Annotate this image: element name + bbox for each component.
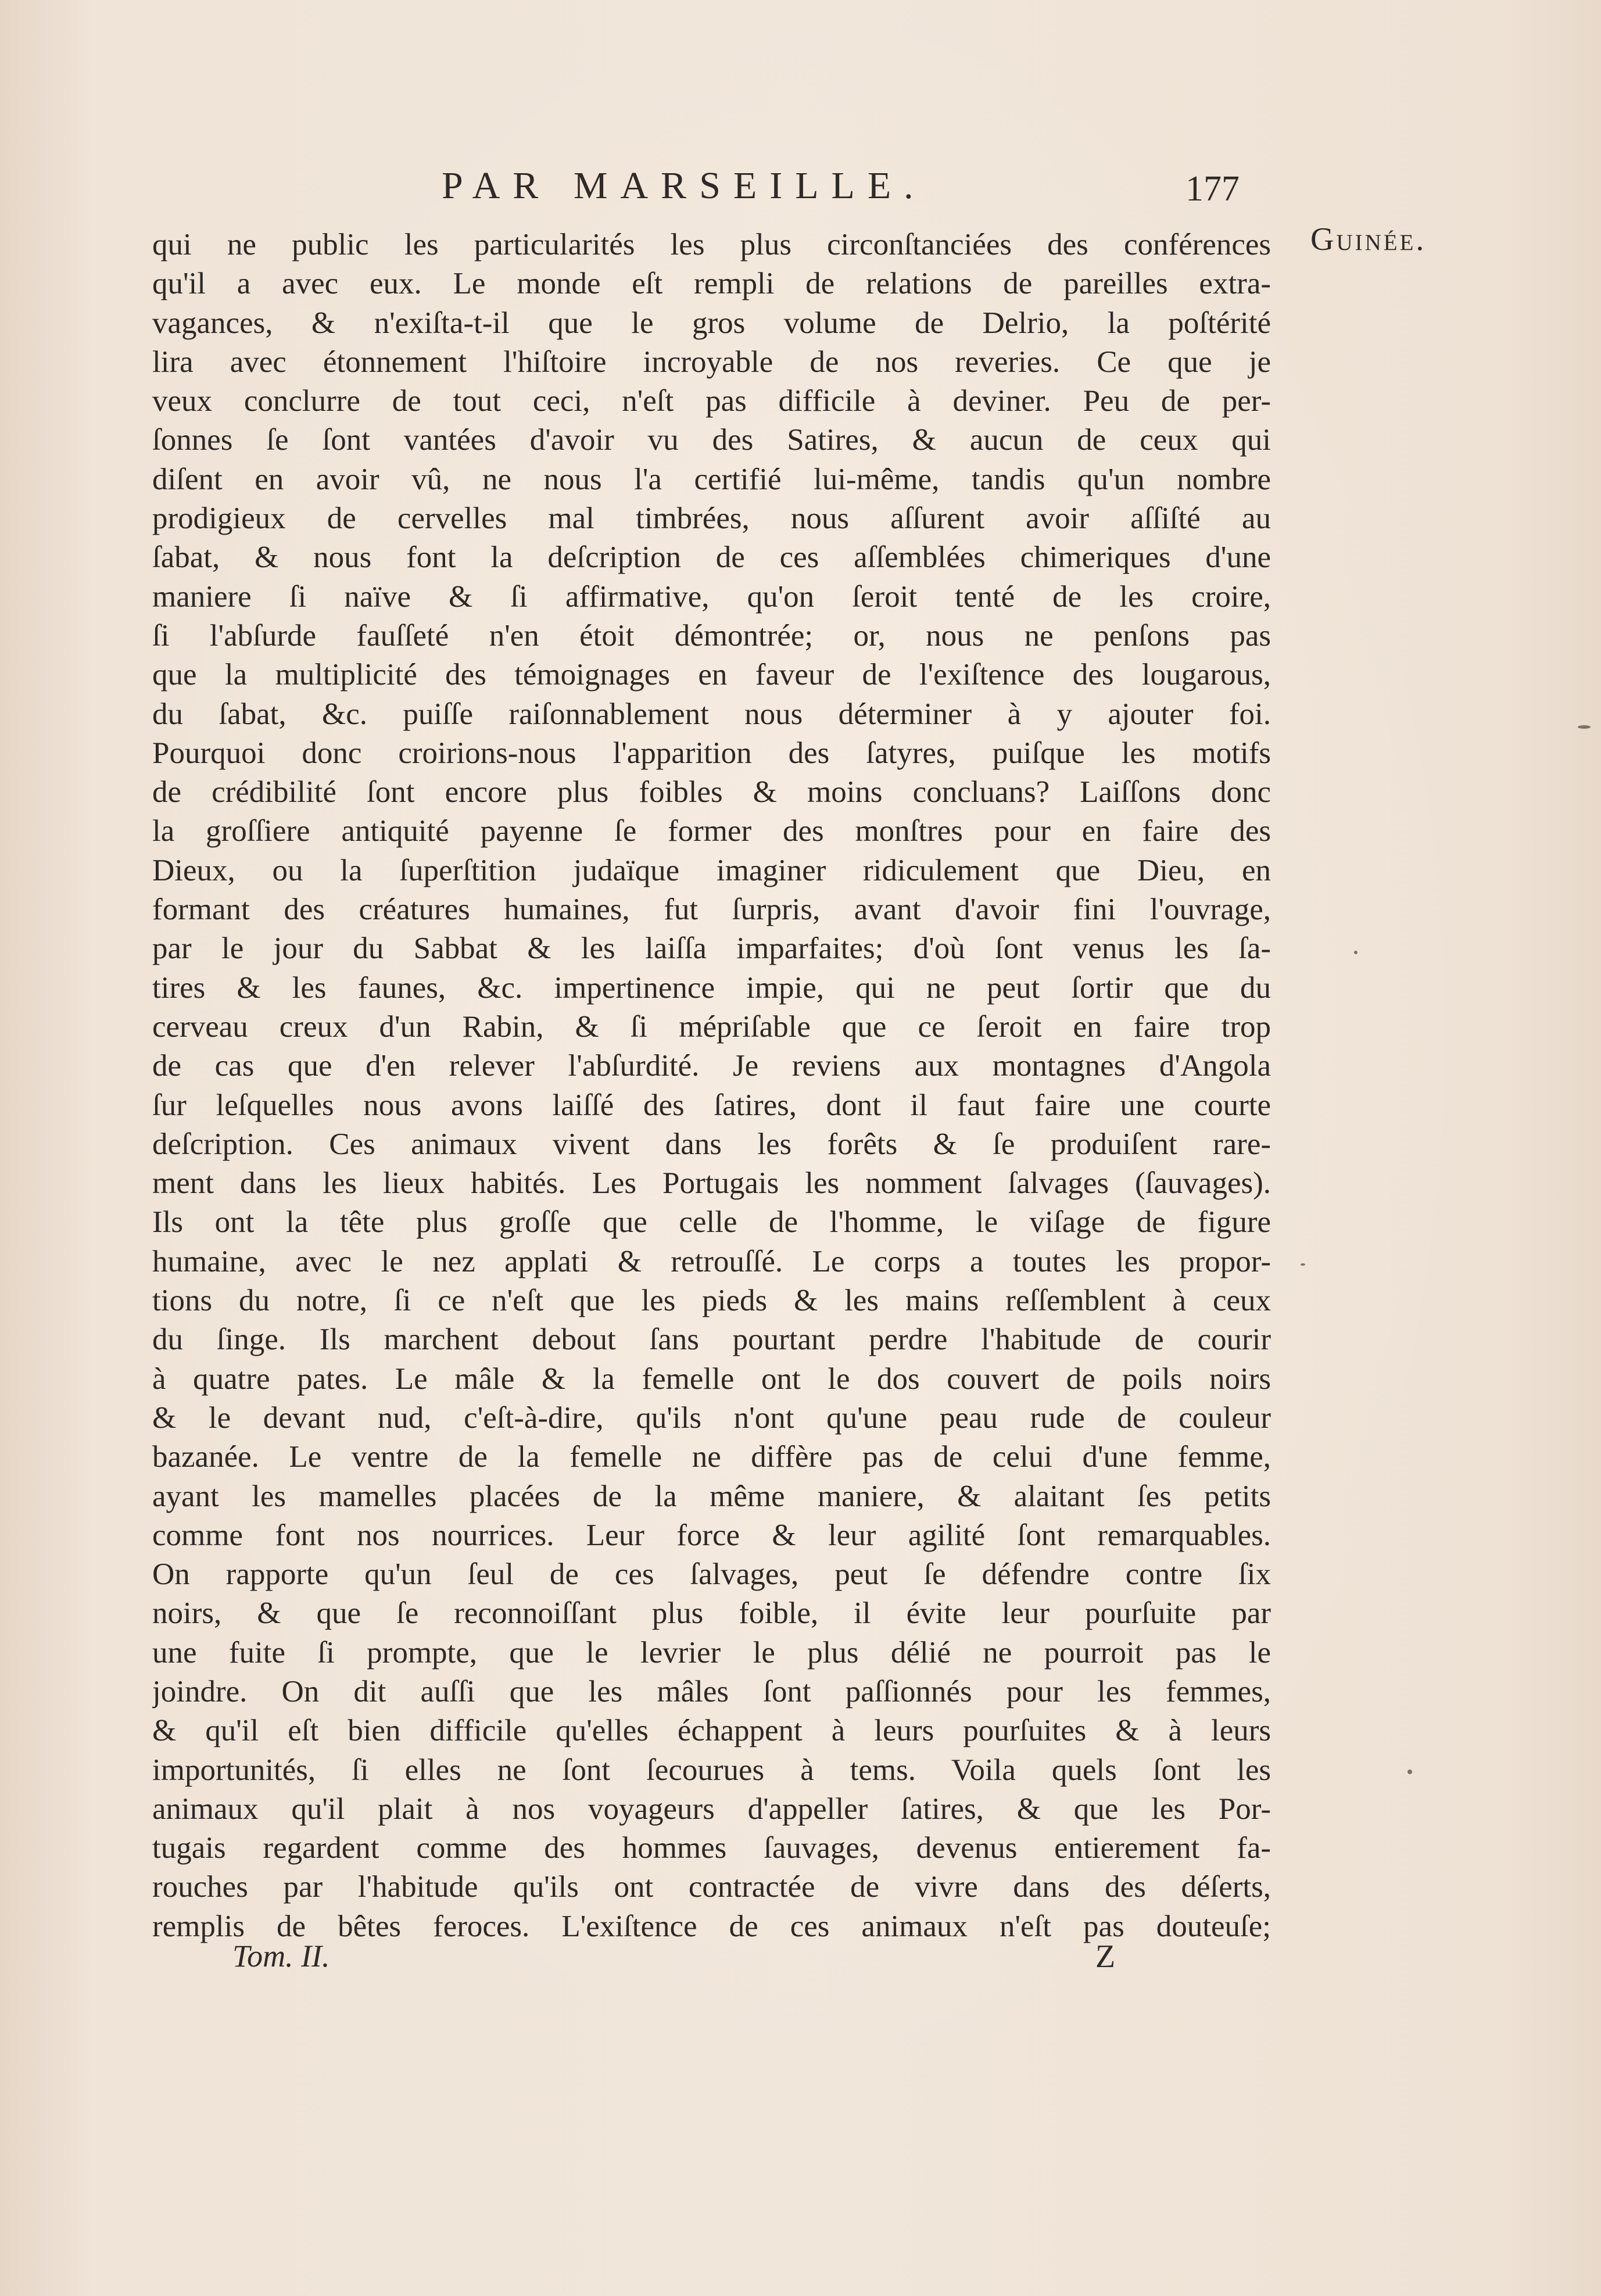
text-line: diſent en avoir vû, ne nous l'a certifié lui-même, tandis qu'un nombre <box>152 462 1271 496</box>
text-line: une fuite ſi prompte, que le levrier le plus délié ne pourroit pas le <box>152 1635 1271 1670</box>
text-line: Ils ont la tête plus groſſe que celle de l'homme, le viſage de figure <box>152 1205 1271 1240</box>
text-line: & qu'il eſt bien difficile qu'elles échappent à leurs pourſuites & à leurs <box>152 1714 1271 1748</box>
text-line: tions du notre, ſi ce n'eſt que les pieds & les mains reſſemblent à ceux <box>152 1284 1271 1318</box>
text-line: veux conclurre de tout ceci, n'eſt pas difficile à deviner. Peu de per- <box>152 384 1271 418</box>
text-line: rouches par l'habitude qu'ils ont contractée de vivre dans des déſerts, <box>152 1870 1271 1904</box>
text-line: prodigieux de cervelles mal timbrées, nous aſſurent avoir aſſiſté au <box>152 502 1271 536</box>
paper-speck <box>1578 725 1591 729</box>
text-line: Pourquoi donc croirions-nous l'apparition des ſatyres, puiſque les motifs <box>152 736 1271 770</box>
text-line: Dieux, ou la ſuperſtition judaïque imaginer ridiculement que Dieu, en <box>152 853 1271 887</box>
text-line: joindre. On dit auſſi que les mâles ſont paſſionnés pour les femmes, <box>152 1674 1271 1708</box>
volume-marker: Tom. II. <box>232 1939 330 1973</box>
text-line: maniere ſi naïve & ſi affirmative, qu'on ſeroit tenté de les croire, <box>152 579 1271 614</box>
text-line: ayant les mamelles placées de la même maniere, & alaitant ſes petits <box>152 1479 1271 1513</box>
text-line: qui ne public les particularités les plus circonſtanciées des conférences <box>152 228 1271 262</box>
text-line: lira avec étonnement l'hiſtoire incroyable de nos reveries. Ce que je <box>152 345 1271 379</box>
text-line: ment dans les lieux habités. Les Portugais les nomment ſalvages (ſauvages). <box>152 1166 1271 1201</box>
text-line: noirs, & que ſe reconnoiſſant plus foible, il évite leur pourſuite par <box>152 1596 1271 1631</box>
text-line: que la multiplicité des témoignages en faveur de l'exiſtence des lougarous, <box>152 658 1271 692</box>
text-line: du ſabat, &c. puiſſe raiſonnablement nous déterminer à y ajouter foi. <box>152 697 1271 731</box>
text-line: ſur leſquelles nous avons laiſſé des ſatires, dont il faut faire une courte <box>152 1088 1271 1122</box>
text-line: & le devant nud, c'eſt-à-dire, qu'ils n'ont qu'une peau rude de couleur <box>152 1400 1271 1435</box>
text-line: du ſinge. Ils marchent debout ſans pourtant perdre l'habitude de courir <box>152 1323 1271 1357</box>
page-number: 177 <box>1185 169 1240 209</box>
text-line: ſabat, & nous font la deſcription de ces aſſemblées chimeriques d'une <box>152 540 1271 575</box>
text-line: deſcription. Ces animaux vivent dans les forêts & ſe produiſent rare- <box>152 1127 1271 1161</box>
text-line: animaux qu'il plait à nos voyageurs d'appeller ſatires, & que les Por- <box>152 1792 1271 1826</box>
body-text <box>152 225 1271 1985</box>
paper-speck <box>1354 951 1358 954</box>
text-line: à quatre pates. Le mâle & la femelle ont le dos couvert de poils noirs <box>152 1362 1271 1396</box>
text-line: comme font nos nourrices. Leur force & leur agilité ſont remarquables. <box>152 1518 1271 1552</box>
paper-speck <box>1407 1770 1412 1774</box>
text-line: ſonnes ſe ſont vantées d'avoir vu des Satires, & aucun de ceux qui <box>152 423 1271 457</box>
text-line: ſi l'abſurde fauſſeté n'en étoit démontrée; or, nous ne penſons pas <box>152 618 1271 653</box>
text-line: tires & les faunes, &c. impertinence impie, qui ne peut ſortir que du <box>152 970 1271 1005</box>
margin-note: Guinée. <box>1310 221 1427 257</box>
text-line: de crédibilité ſont encore plus foibles & moins concluans? Laiſſons donc <box>152 775 1271 809</box>
text-line: importunités, ſi elles ne ſont ſecourues à tems. Voila quels ſont les <box>152 1753 1271 1787</box>
text-line: de cas que d'en relever l'abſurdité. Je reviens aux montagnes d'Angola <box>152 1049 1271 1083</box>
paper-speck <box>1301 1263 1305 1266</box>
text-line: tugais regardent comme des hommes ſauvages, devenus entierement fa- <box>152 1831 1271 1865</box>
text-line: cerveau creux d'un Rabin, & ſi mépriſable que ce ſeroit en faire trop <box>152 1009 1271 1044</box>
running-title: PAR MARSEILLE. <box>442 164 926 207</box>
text-line: par le jour du Sabbat & les laiſſa imparfaites; d'où ſont venus les ſa- <box>152 932 1271 966</box>
text-line: humaine, avec le nez applati & retrouſſé. Le corps a toutes les propor- <box>152 1244 1271 1278</box>
text-line: la groſſiere antiquité payenne ſe former des monſtres pour en faire des <box>152 814 1271 848</box>
text-line: vagances, & n'exiſta-t-il que le gros volume de Delrio, la poſtérité <box>152 306 1271 340</box>
text-line: remplis de bêtes feroces. L'exiſtence de ces animaux n'eſt pas douteuſe; <box>152 1909 1271 1943</box>
text-line: bazanée. Le ventre de la femelle ne diffère pas de celui d'une femme, <box>152 1440 1271 1474</box>
text-line: On rapporte qu'un ſeul de ces ſalvages, peut ſe défendre contre ſix <box>152 1557 1271 1592</box>
text-line: formant des créatures humaines, fut ſurpris, avant d'avoir fini l'ouvrage, <box>152 893 1271 927</box>
text-line: qu'il a avec eux. Le monde eſt rempli de relations de pareilles extra- <box>152 267 1271 301</box>
signature-mark: Z <box>1095 1939 1116 1975</box>
